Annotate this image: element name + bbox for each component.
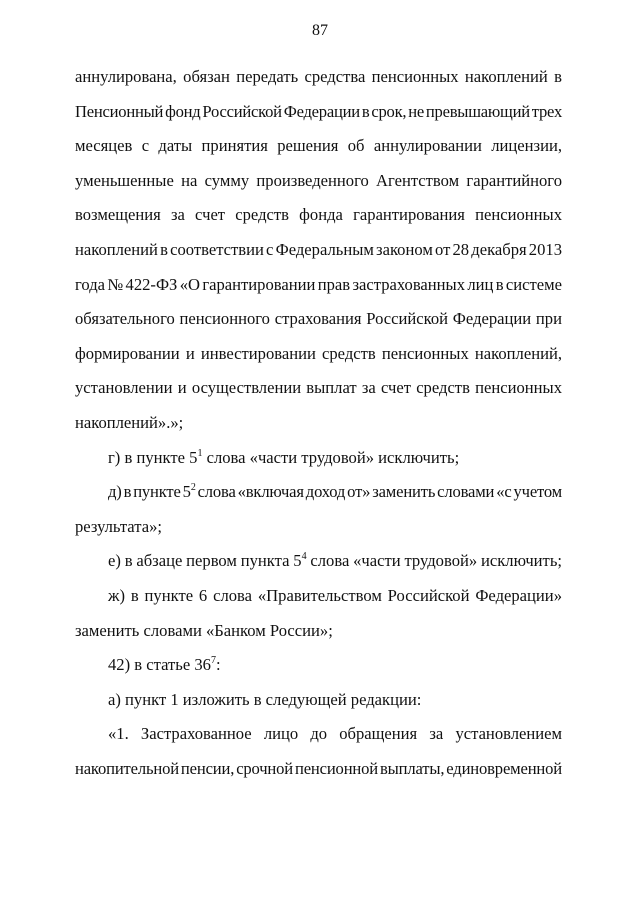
text-line bbox=[75, 721, 562, 747]
text-segment: е) в абзаце первом пункта 5 bbox=[108, 551, 302, 571]
text-line bbox=[75, 548, 562, 574]
text-line bbox=[75, 202, 562, 228]
text-line bbox=[75, 756, 562, 782]
text-line bbox=[75, 514, 562, 540]
text-line bbox=[75, 652, 562, 678]
text-line-content: а) пункт 1 изложить в следующей редакции: bbox=[108, 689, 422, 709]
text-line-content: месяцев с даты принятия решения об аннулировании лицензии, bbox=[75, 136, 562, 156]
text-line bbox=[75, 272, 562, 298]
text-line-content: возмещения за счет средств фонда гарантирования пенсионных bbox=[75, 205, 562, 225]
text-segment: слова «части трудовой» исключить; bbox=[202, 447, 460, 467]
text-line bbox=[75, 306, 562, 332]
text-line-content: результата»; bbox=[75, 516, 162, 536]
text-line-content: накоплений в соответствии с Федеральным законом от 28 декабря 2013 bbox=[75, 240, 562, 259]
text-line bbox=[75, 133, 562, 159]
text-line-content: аннулирована, обязан передать средства пенсионных накоплений в bbox=[75, 67, 562, 86]
text-line bbox=[75, 618, 562, 644]
text-line-content bbox=[108, 479, 562, 505]
text-line-content: накоплений».»; bbox=[75, 413, 184, 432]
text-segment: 42) в статье 36 bbox=[108, 655, 211, 675]
text-line bbox=[75, 341, 562, 367]
text-segment: слова «включая доход от» заменить словами «с учетом bbox=[195, 482, 563, 502]
superscript: 4 bbox=[301, 551, 307, 563]
text-line-content: формировании и инвестировании средств пенсионных накоплений, bbox=[75, 343, 562, 363]
text-line bbox=[75, 375, 562, 401]
text-line-content bbox=[108, 548, 562, 574]
text-line-content: обязательного пенсионного страхования Российской Федерации при bbox=[75, 309, 562, 329]
text-line-content: года № 422-ФЗ «О гарантировании прав застрахованных лиц в системе bbox=[75, 274, 562, 294]
text-line bbox=[75, 237, 562, 263]
text-line-content bbox=[108, 445, 459, 471]
text-segment: г) в пункте 5 bbox=[108, 447, 198, 467]
superscript: 2 bbox=[190, 482, 196, 494]
text-line bbox=[75, 410, 562, 436]
text-line bbox=[75, 445, 562, 471]
text-segment: д) в пункте 5 bbox=[108, 482, 191, 502]
text-line bbox=[75, 583, 562, 609]
text-segment: слова «части трудовой» исключить; bbox=[306, 551, 562, 571]
text-line bbox=[75, 687, 562, 713]
text-line-content: заменить словами «Банком России»; bbox=[75, 620, 333, 640]
text-line-content: установлении и осуществлении выплат за счет средств пенсионных bbox=[75, 378, 562, 398]
text-line bbox=[75, 99, 562, 125]
text-line bbox=[75, 479, 562, 505]
superscript: 7 bbox=[210, 655, 216, 667]
page-number: 87 bbox=[312, 22, 328, 39]
text-line-content: накопительной пенсии, срочной пенсионной выплаты, единовременной bbox=[75, 759, 562, 778]
text-line-content: ж) в пункте 6 слова «Правительством Российской Федерации» bbox=[108, 586, 562, 605]
superscript: 1 bbox=[197, 447, 203, 459]
text-line-content: «1. Застрахованное лицо до обращения за установлением bbox=[108, 724, 562, 744]
text-line-content: Пенсионный фонд Российской Федерации в срок, не превышающий трех bbox=[75, 101, 562, 121]
text-line bbox=[75, 64, 562, 90]
text-segment: : bbox=[215, 655, 221, 675]
text-line-content: уменьшенные на сумму произведенного Агентством гарантийного bbox=[75, 170, 562, 190]
text-line-content bbox=[108, 652, 221, 678]
text-line bbox=[75, 168, 562, 194]
